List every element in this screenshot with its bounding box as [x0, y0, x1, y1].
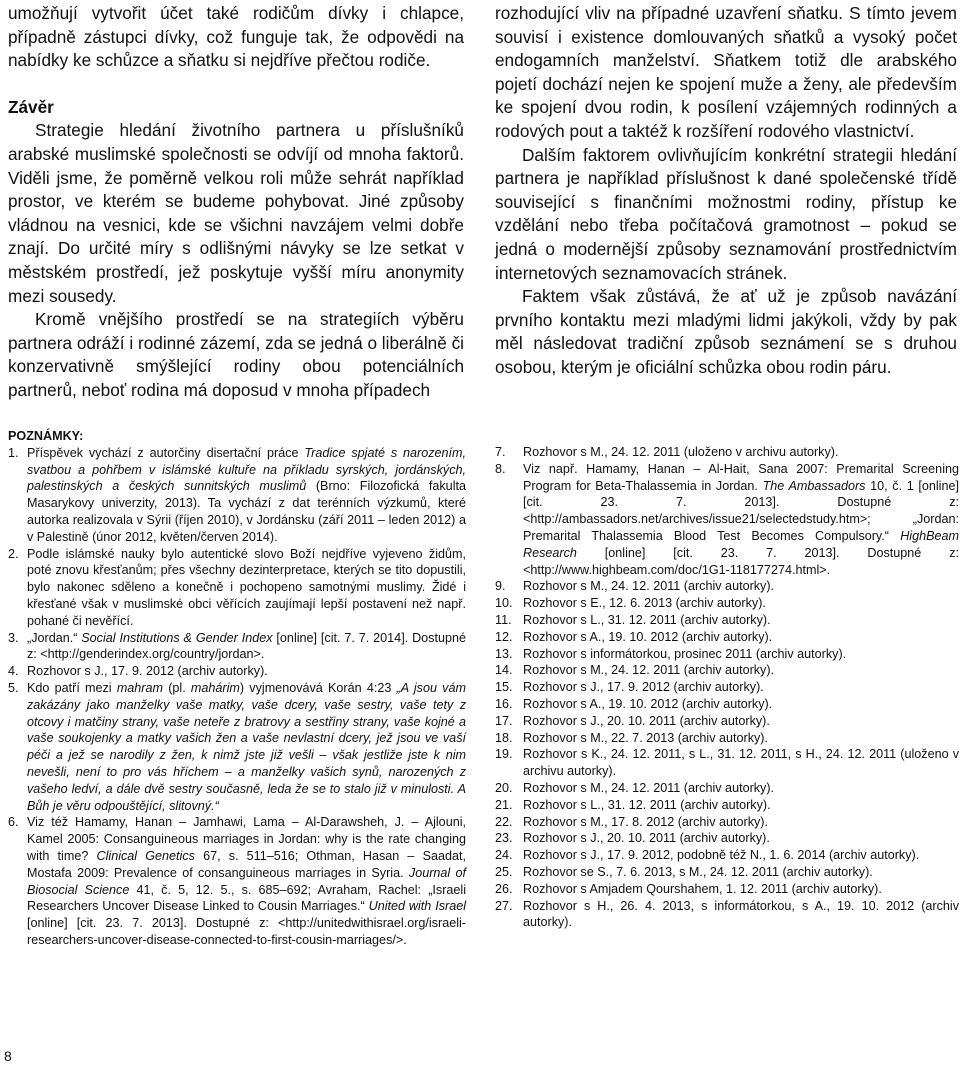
note-item [495, 830, 959, 847]
note-text: Rozhovor s M., 24. 12. 2011 (archiv autorky). [523, 780, 775, 795]
note-text: Rozhovor s J., 17. 9. 2012 (archiv autorky). [523, 680, 764, 695]
note-text: (Brno: Filozofická fakulta Masarykovy univerzity, 2013). Ta vychází z dat terénních výzkumů, které autorka realizovala v Sýrii (říjen 2010), v Jordánsku (září 2011 – leden 2012) a v Palestině (únor 2012, květen/červen 2014). [27, 479, 466, 544]
note-text: ) vyjmenovává Korán 4:23 [239, 680, 397, 695]
note-text: mahram [116, 680, 163, 695]
note-item [495, 864, 959, 881]
note-item [8, 814, 466, 948]
note-text: „Jordan.“ [27, 630, 82, 645]
note-text: The Ambassadors [762, 478, 866, 493]
note-item [495, 713, 959, 730]
left-paragraph-3: Kromě vnějšího prostředí se na strategiích výběru partnera odráží i rodinné zázemí, zda se jedná o liberálně či konzervativně smýšlející rodiny obou potenciálních partnerů, neboť rodina má doposud v mnoha případech [8, 309, 464, 400]
note-item [495, 461, 959, 579]
note-item [495, 746, 959, 780]
note-number: 14. [495, 663, 513, 678]
note-number: 13. [495, 646, 513, 661]
page-number: 8 [4, 1048, 12, 1064]
note-text: Rozhovor s A., 19. 10. 2012 (archiv autorky). [523, 696, 773, 711]
note-item [495, 578, 959, 595]
note-number: 24. [495, 848, 513, 863]
note-text: HighBeam Research [523, 528, 959, 560]
note-number: 11. [495, 612, 512, 627]
notes-heading: POZNÁMKY: [8, 429, 84, 443]
left-text-column [8, 2, 464, 403]
note-number: 21. [495, 797, 513, 812]
right-paragraph-3: Faktem však zůstává, že ať už je způsob navázání prvního kontaktu mezi mladými lidmi jakýkoli, vždy by pak měl následovat tradiční způsob seznámení se s druhou osobou, kterým je oficiální schůzka obou rodin páru. [495, 286, 957, 377]
note-text: Rozhovor s M., 24. 12. 2011 (archiv autorky). [523, 579, 775, 594]
note-item [495, 444, 959, 461]
note-text: Příspěvek vychází z autorčiny disertační práce [27, 445, 305, 460]
note-text: United with Israel [368, 899, 467, 914]
note-number: 4. [8, 664, 19, 679]
note-number: 12. [495, 629, 513, 644]
note-text: Viz též Hamamy, Hanan – Jamhawi, Lama – Al-Darawsheh, J. – Ajlouni, Kamel 2005: Consanguineous marriages in Jordan: why is the rate changing with time? [27, 815, 466, 863]
note-text: Rozhovor s M., 17. 8. 2012 (archiv autorky). [523, 814, 768, 829]
note-text: Rozhovor s Amjadem Qourshahem, 1. 12. 2011 (archiv autorky). [523, 881, 882, 896]
note-number: 1. [8, 445, 19, 460]
note-item [495, 696, 959, 713]
note-text: Rozhovor s E., 12. 6. 2013 (archiv autorky). [523, 596, 766, 611]
note-text: Rozhovor s K., 24. 12. 2011, s L., 31. 12. 2011, s H., 24. 12. 2011 (uloženo v archivu autorky). [523, 747, 959, 779]
note-number: 9. [495, 579, 506, 594]
note-text: Rozhovor s L., 31. 12. 2011 (archiv autorky). [523, 797, 771, 812]
note-text: Rozhovor s J., 17. 9. 2012 (archiv autorky). [27, 664, 268, 679]
note-number: 8. [495, 461, 506, 476]
note-text: 10, č. 1 [online] [cit. 23. 7. 2013]. Dostupné z: <http://ambassadors.net/archives/issue21/selectedstudy.htm>; „Jordan: Premarital Thalassemia Blood Test Becomes Compulsory.“ [523, 478, 959, 543]
note-text: Rozhovor s J., 20. 10. 2011 (archiv autorky). [523, 831, 770, 846]
note-item [495, 881, 959, 898]
note-number: 5. [8, 680, 19, 695]
note-text: 67, s. 511–516; Othman, Hasan – Saadat, Mostafa 2009: Prevalence of consanguineous marriages in Syria. [27, 848, 466, 880]
note-text: Rozhovor s M., 24. 12. 2011 (archiv autorky). [523, 663, 775, 678]
note-text: Tradice spjaté s narozením, svatbou a pohřbem v islámské kultuře na příkladu syrských, jordánských, palestinských a českých sunnitských muslimů [27, 445, 466, 494]
note-item [495, 662, 959, 679]
note-number: 7. [495, 445, 506, 459]
note-item [495, 898, 959, 932]
note-item [8, 680, 466, 814]
right-paragraph-2: Dalším faktorem ovlivňujícím konkrétní strategii hledání partnera je například příslušnost k dané společenské třídě související s finančními možnostmi rodiny, přístup ke vzdělání nebo třeba počítačová gramotnost – pokud se jedná o modernější způsoby seznamování prostřednictvím internetových seznamovacích stránek. [495, 144, 957, 283]
notes-right-column [495, 444, 959, 931]
note-number: 3. [8, 630, 19, 645]
note-text: [online] [cit. 7. 7. 2014]. Dostupné z: <http://genderindex.org/country/jordan>. [27, 630, 466, 662]
note-text: Viz např. Hamamy, Hanan – Al-Hait, Sana 2007: Premarital Screening Program for Beta-Thalassemia in Jordan. [523, 461, 959, 493]
note-text: Rozhovor s A., 19. 10. 2012 (archiv autorky). [523, 629, 773, 644]
note-text: 41, č. 5, 12. 5., s. 685–692; Avraham, Rachel: „Israeli Researchers Uncover Disease Linked to Cousin Marriages.“ [27, 882, 466, 914]
note-number: 26. [495, 881, 513, 896]
note-item [495, 646, 959, 663]
note-text: Rozhovor s J., 17. 9. 2012, podobně též N., 1. 6. 2014 (archiv autorky). [523, 848, 920, 863]
note-item [495, 780, 959, 797]
left-paragraph-2: Strategie hledání životního partnera u příslušníků arabské muslimské společnosti se odvíjí od mnoha faktorů. Viděli jsme, že poměrně velkou roli může sehrát například prostor, ve kterém se budeme pohybovat. Jiné způsoby vládnou na vesnici, kde se všichni navzájem velmi dobře znají. Do určité míry s odlišnými návyky se lze setkat v městském prostředí, jež poskytuje vyšší míru anonymity mezi sousedy. [8, 120, 464, 306]
note-item [495, 612, 959, 629]
note-text: Rozhovor s J., 20. 10. 2011 (archiv autorky). [523, 713, 770, 728]
note-number: 18. [495, 730, 513, 745]
note-text: Social Institutions & Gender Index [81, 630, 273, 645]
note-number: 22. [495, 814, 513, 829]
note-item [8, 546, 466, 630]
note-item [8, 663, 466, 680]
note-text: Kdo patří mezi [27, 680, 117, 695]
note-text: Clinical Genetics [96, 848, 195, 863]
note-text: Rozhovor s L., 31. 12. 2011 (archiv autorky). [523, 612, 771, 627]
left-paragraph-1: umožňují vytvořit účet také rodičům dívky i chlapce, případně zástupci dívky, což funguje tak, že odpovědi na nabídky ke schůzce a sňatku si nejdříve přečtou rodiče. [8, 3, 464, 71]
note-text: mahárim [190, 680, 240, 695]
note-item [495, 679, 959, 696]
note-item [495, 629, 959, 646]
note-text: Rozhovor s M., 22. 7. 2013 (archiv autorky). [523, 730, 768, 745]
note-item [495, 797, 959, 814]
right-text-column [495, 2, 957, 380]
note-number: 15. [495, 680, 513, 695]
note-text: „A jsou vám zakázány jako manželky vaše matky, vaše dcery, vaše sestry, vaše tety z otcovy i matčiny strany, vaše neteře z bratrovy a sestřiny strany, vaše kojné a vaše soukojenky a matky vašich žen a vaše nevlastní dcery, jež jsou ve vaší péči a jež se narodily z žen, k nimž jste již vešli – však jestliže jste k nim nevešli, není to pro vás hříchem – a manželky vašich synů, narozených z vašeho ledví, a dále dvě sestry současně, leda že se to stalo již v minulosti. A Bůh je věru odpouštějící, slitovný.“ [27, 680, 466, 813]
note-number: 6. [8, 815, 19, 830]
note-item [8, 445, 466, 546]
note-number: 20. [495, 780, 513, 795]
note-number: 19. [495, 747, 513, 762]
note-text: Rozhovor s H., 26. 4. 2013, s informátorkou, s A., 19. 10. 2012 (archiv autorky). [523, 898, 959, 930]
note-text: Podle islámské nauky bylo autentické slovo Boží nejdříve vyjeveno židům, poté znovu křesťanům; přes všechny dezinterpretace, kterých se tito dopustili, bylo nakonec sděleno a konečně i pochopeno samotnými muslimy. Židé i křesťané však v muslimské obci věřících zaujímají lepší postavení než např. pohané či nevěřící. [27, 546, 466, 628]
note-text: [online] [cit. 23. 7. 2013]. Dostupné z: <http://unitedwithisrael.org/israeli-researchers-uncover-disease-connected-to-first-cousin-marriages/>. [27, 916, 466, 947]
note-number: 17. [495, 713, 513, 728]
right-paragraph-1: rozhodující vliv na případné uzavření sňatku. S tímto jevem souvisí i existence domlouvaných sňatků a vysoký počet endogamních manželství. Sňatkem totiž dle arabského pojetí dochází nejen ke spojení muže a ženy, ale především ke spojení dvou rodin, k posílení vzájemných rodinných a rodových pout a taktéž k rozšíření rodového vlastnictví. [495, 3, 957, 141]
note-item [495, 730, 959, 747]
note-item [8, 630, 466, 664]
note-text: Rozhovor se S., 7. 6. 2013, s M., 24. 12. 2011 (archiv autorky). [523, 864, 873, 879]
note-text: (pl. [163, 680, 191, 695]
note-text: Journal of Biosocial Science [27, 865, 466, 897]
note-text: Rozhovor s M., 24. 12. 2011 (uloženo v archivu autorky). [523, 445, 839, 459]
note-number: 27. [495, 898, 513, 913]
note-text: Rozhovor s informátorkou, prosinec 2011 (archiv autorky). [523, 646, 847, 661]
notes-list-right [495, 444, 959, 931]
note-number: 25. [495, 864, 513, 879]
note-number: 23. [495, 831, 513, 846]
notes-list-left [8, 445, 466, 949]
note-number: 2. [8, 546, 19, 561]
note-text: [online] [cit. 23. 7. 2013]. Dostupné z: <http://www.highbeam.com/doc/1G1-118177274.html>. [523, 545, 959, 577]
notes-left-column [8, 428, 466, 949]
note-item [495, 814, 959, 831]
section-heading: Závěr [8, 96, 54, 117]
note-number: 10. [495, 596, 513, 611]
note-item [495, 847, 959, 864]
note-item [495, 595, 959, 612]
note-number: 16. [495, 696, 513, 711]
